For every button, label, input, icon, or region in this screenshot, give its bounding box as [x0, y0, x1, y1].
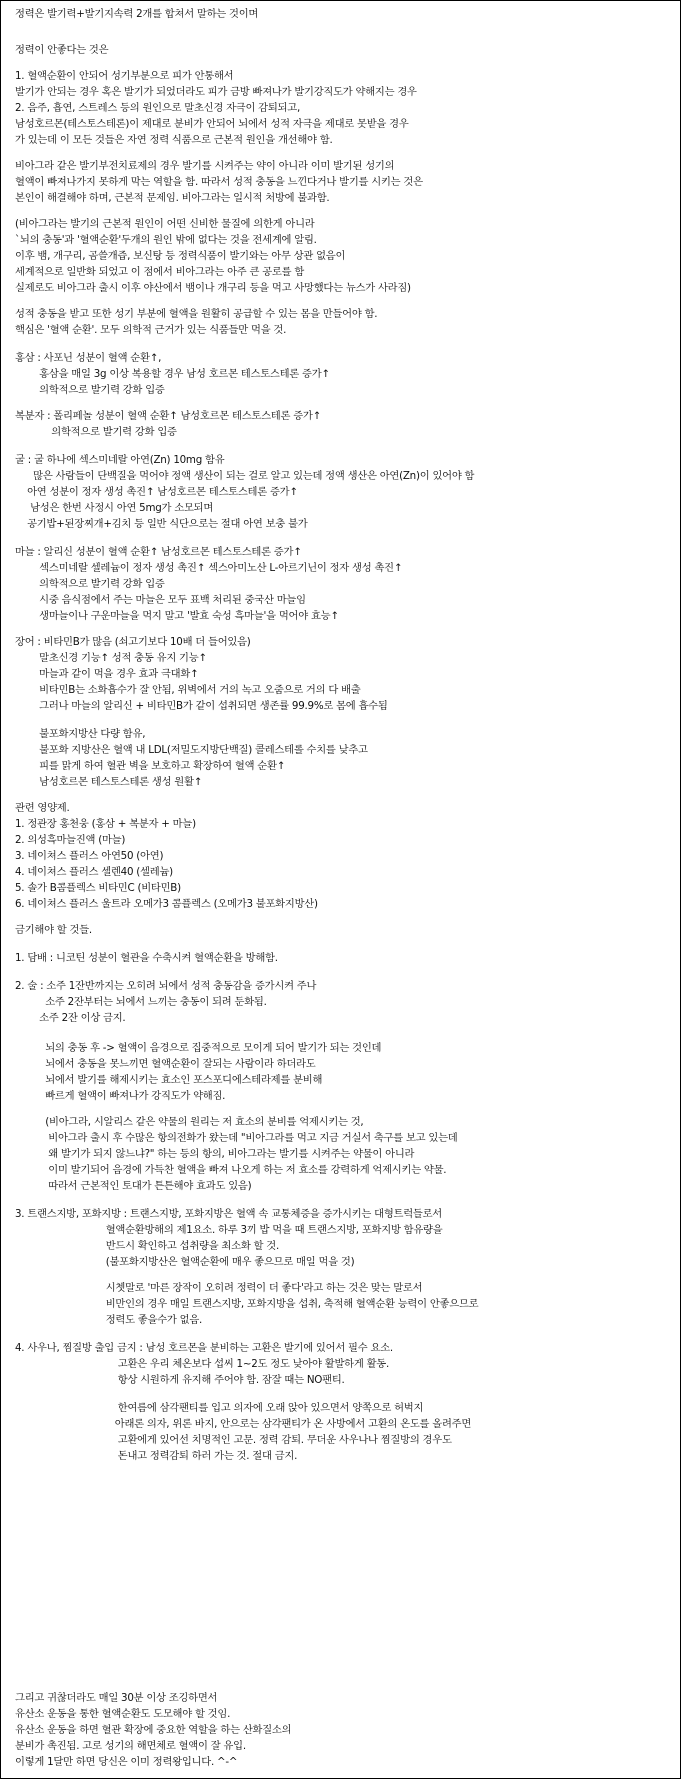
text-line: 그러나 마늘의 알리신 + 비타민B가 같이 섭취되면 생존률 99.9%로 몸에 흡수됨	[15, 700, 388, 712]
text-line: 이렇게 1달만 하면 당신은 이미 정력왕입니다. ^-^	[15, 1756, 238, 1768]
text-line: 굴 : 굴 하나에 섹스미네랄 아연(Zn) 10mg 함유	[15, 454, 225, 466]
text-line: 남성호르몬(테스토스테론)이 제대로 분비가 안되어 뇌에서 성적 자극을 제대로 못받을 경우	[15, 118, 409, 130]
text-line: 비아그라 같은 발기부전치료제의 경우 발기를 시켜주는 약이 아니라 이미 발기된 성기의	[15, 160, 395, 172]
text-line: 정력도 좋을수가 없음.	[15, 1314, 203, 1326]
text-line: 왜 발기가 되지 않느냐?" 하는 등의 항의, 비아그라는 발기를 시켜주는 약물이 아니라	[15, 1148, 415, 1160]
text-line: 1. 정관장 홍천웅 (홍삼 + 복분자 + 마늘)	[15, 818, 196, 830]
text-line: 고환에게 있어선 치명적인 고문. 정력 감퇴. 무더운 사우나나 찜질방의 경우도	[15, 1434, 452, 1446]
text-line: 그리고 귀찮더라도 매일 30분 이상 조깅하면서	[15, 1692, 218, 1704]
text-line: 한여름에 삼각팬티를 입고 의자에 오래 앉아 있으면서 양쪽으로 허벅지	[15, 1402, 424, 1414]
text-line: 유산소 운동을 통한 혈액순환도 도모해야 할 것임.	[15, 1708, 231, 1720]
text-line: 말초신경 기능↑ 성적 충동 유지 기능↑	[15, 652, 207, 664]
text-line: 관련 영양제.	[15, 802, 70, 814]
text-line: 의학적으로 발기력 강화 입증	[15, 426, 177, 438]
text-line: (불포화지방산은 혈액순환에 매우 좋으므로 매일 먹을 것)	[15, 1256, 355, 1268]
text-line: `뇌의 충동'과 '혈액순환'두개의 원인 밖에 없다는 것을 전세계에 알림.	[15, 234, 317, 246]
text-line: 4. 사우나, 찜질방 출입 금지 : 남성 호르몬을 분비하는 고환은 발기에 있어서 필수 요소.	[15, 1342, 393, 1354]
text-line: 뇌에서 충동을 못느끼면 혈액순환이 잘되는 사람이라 하더라도	[15, 1058, 316, 1070]
text-line: 핵심은 '혈액 순환'. 모두 의학적 근거가 있는 식품들만 먹을 것.	[15, 324, 287, 336]
text-line: 혈액순환방해의 제1요소. 하루 3끼 밥 먹을 때 트랜스지방, 포화지방 함유량을	[15, 1224, 443, 1236]
text-line: (비아그라, 시알리스 같은 약물의 원리는 저 효소의 분비를 억제시키는 것,	[15, 1116, 364, 1128]
text-line: 비타민B는 소화흡수가 잘 안됨, 위벽에서 거의 녹고 오줌으로 거의 다 배출	[15, 684, 361, 696]
text-line: 정력이 안좋다는 것은	[15, 44, 109, 56]
text-line: 실제로도 비아그라 출시 이후 야산에서 뱀이나 개구리 등을 먹고 사망했다는 뉴스가 사라짐)	[15, 282, 411, 294]
text-line: 아연 성분이 정자 생성 촉진↑ 남성호르몬 테스토스테론 증가↑	[15, 486, 298, 498]
text-line: 뇌에서 발기를 해제시키는 효소인 포스포디에스테라제를 분비해	[15, 1074, 323, 1086]
text-line: 금기해야 할 것들.	[15, 924, 92, 936]
text-line: 홍삼을 매일 3g 이상 복용할 경우 남성 호르몬 테스토스테론 증가↑	[15, 368, 330, 380]
text-line: 1. 담배 : 니코틴 성분이 혈관을 수축시켜 혈액순환을 방해함.	[15, 952, 278, 964]
text-line: 돈내고 정력감퇴 하러 가는 것. 절대 금지.	[15, 1450, 298, 1462]
text-line: 장어 : 비타민B가 많음 (쇠고기보다 10배 더 들어있음)	[15, 636, 251, 648]
text-line: 2. 술 : 소주 1잔반까지는 오히려 뇌에서 성적 충동감을 증가시켜 주나	[15, 980, 317, 992]
text-line: 피를 맑게 하여 혈관 벽을 보호하고 확장하여 혈액 순환↑	[15, 760, 286, 772]
text-line: 세계적으로 일반화 되었고 이 점에서 비아그라는 아주 큰 공로를 함	[15, 266, 305, 278]
text-line: 정력은 발기력+발기지속력 2개를 합쳐서 말하는 것이며	[15, 8, 259, 20]
text-line: 공기밥+된장찌개+김치 등 일반 식단으로는 절대 아연 보충 불가	[15, 518, 308, 530]
text-line: 3. 네이쳐스 플러스 아연50 (아연)	[15, 850, 164, 862]
text-line: 소주 2잔부터는 뇌에서 느끼는 충동이 되려 둔화됨.	[15, 996, 267, 1008]
text-line: 시중 음식점에서 주는 마늘은 모두 표백 처리된 중국산 마늘임	[15, 594, 306, 606]
text-line: 본인이 해결해야 하며, 근본적 문제임. 비아그라는 일시적 처방에 불과함.	[15, 192, 330, 204]
text-line: 빠르게 혈액이 빠져나가 강직도가 약해짐.	[15, 1090, 226, 1102]
text-line: 많은 사람들이 단백질을 먹어야 정액 생산이 되는 걸로 알고 있는데 정액 생산은 아연(Zn)이 있어야 함	[15, 470, 475, 482]
text-line: 시쳇말로 '마른 장작이 오히려 정력이 더 좋다'라고 하는 것은 맞는 말로서	[15, 1282, 423, 1294]
text-line: 뇌의 충동 후 -> 혈액이 음경으로 집중적으로 모이게 되어 발기가 되는 것인데	[15, 1042, 382, 1054]
text-line: 마늘과 같이 먹을 경우 효과 극대화↑	[15, 668, 199, 680]
text-line: 성적 충동을 받고 또한 성기 부분에 혈액을 원활히 공급할 수 있는 몸을 만들어야 함.	[15, 308, 378, 320]
text-line: 발기가 안되는 경우 혹은 발기가 되었더라도 피가 금방 빠져나가 발기강직도가 약해지는 경우	[15, 86, 417, 98]
text-line: 이미 발기되어 음경에 가득찬 혈액을 빠져 나오게 하는 저 효소를 강력하게 억제시키는 약물.	[15, 1164, 447, 1176]
text-line: 아래론 의자, 위론 바지, 안으로는 삼각팬티가 온 사방에서 고환의 온도를 올려주면	[15, 1418, 472, 1430]
text-line: 이후 뱀, 개구리, 곰쓸개즙, 보신탕 등 정력식품이 발기와는 아무 상관 없음이	[15, 250, 346, 262]
text-line: 남성호르몬 테스토스테론 생성 원활↑	[15, 776, 203, 788]
text-line: 마늘 : 알리신 성분이 혈액 순환↑ 남성호르몬 테스토스테론 증가↑	[15, 546, 302, 558]
text-line: 2. 음주, 흡연, 스트레스 등의 원인으로 말초신경 자극이 감퇴되고,	[15, 102, 300, 114]
text-line: 불포화 지방산은 혈액 내 LDL(저밀도지방단백질) 콜레스테롤 수치를 낮추고	[15, 744, 368, 756]
text-line: 3. 트랜스지방, 포화지방 : 트랜스지방, 포화지방은 혈액 속 교통체증을 증가시키는 대형트럭들로서	[15, 1208, 442, 1220]
text-line: 비만인의 경우 매일 트랜스지방, 포화지방을 섭취, 축적해 혈액순환 능력이 안좋으므로	[15, 1298, 479, 1310]
text-line: 혈액이 빠져나가지 못하게 막는 역할을 함. 따라서 성적 충동을 느낀다거나 발기를 시키는 것은	[15, 176, 423, 188]
text-line: 유산소 운동을 하면 혈관 확장에 중요한 역할을 하는 산화질소의	[15, 1724, 292, 1736]
text-line: 불포화지방산 다량 함유,	[15, 728, 146, 740]
text-line: 6. 네이쳐스 플러스 울트라 오메가3 콤플렉스 (오메가3 불포화지방산)	[15, 898, 318, 910]
text-line: 항상 시원하게 유지해 주어야 함. 잠잘 때는 NO팬티.	[15, 1374, 345, 1386]
text-line: 고환은 우리 체온보다 섭씨 1~2도 정도 낮아야 활발하게 활동.	[15, 1358, 389, 1370]
text-line: 4. 네이쳐스 플러스 셀렌40 (셀레늄)	[15, 866, 173, 878]
text-line: 소주 2잔 이상 금지.	[15, 1012, 126, 1024]
text-line: 가 있는데 이 모든 것들은 자연 정력 식품으로 근본적 원인을 개선해야 함.	[15, 134, 333, 146]
text-line: (비아그라는 발기의 근본적 원인이 어떤 신비한 물질에 의한게 아니라	[15, 218, 315, 230]
text-line: 5. 솔가 B콤플렉스 비타민C (비타민B)	[15, 882, 181, 894]
text-line: 남성은 한번 사정시 아연 5mg가 소모되며	[15, 502, 214, 514]
text-line: 따라서 근본적인 토대가 튼튼해야 효과도 있음)	[15, 1180, 252, 1192]
text-line: 홍삼 : 사포닌 성분이 혈액 순환↑,	[15, 352, 162, 364]
text-line: 1. 혈액순환이 안되어 성기부분으로 피가 안통해서	[15, 70, 234, 82]
text-line: 의학적으로 발기력 강화 입증	[15, 578, 165, 590]
text-line: 섹스미네랄 셀레늄이 정자 생성 촉진↑ 섹스아미노산 L-아르기닌이 정자 생성 촉진↑	[15, 562, 403, 574]
text-line: 반드시 확인하고 섭취량을 최소화 할 것.	[15, 1240, 279, 1252]
text-line: 2. 의성흑마늘진액 (마늘)	[15, 834, 126, 846]
text-line: 분비가 촉진됨. 고로 성기의 해면체로 혈액이 잘 유입.	[15, 1740, 246, 1752]
text-line: 복분자 : 폴리페놀 성분이 혈액 순환↑ 남성호르몬 테스토스테론 증가↑	[15, 410, 321, 422]
text-line: 생마늘이나 구운마늘을 먹지 말고 '발효 숙성 흑마늘'을 먹어야 효능↑	[15, 610, 339, 622]
text-line: 비아그라 출시 후 수많은 항의전화가 왔는데 "비아그라를 먹고 지금 거실서 축구를 보고 있는데	[15, 1132, 458, 1144]
text-line: 의학적으로 발기력 강화 입증	[15, 384, 165, 396]
